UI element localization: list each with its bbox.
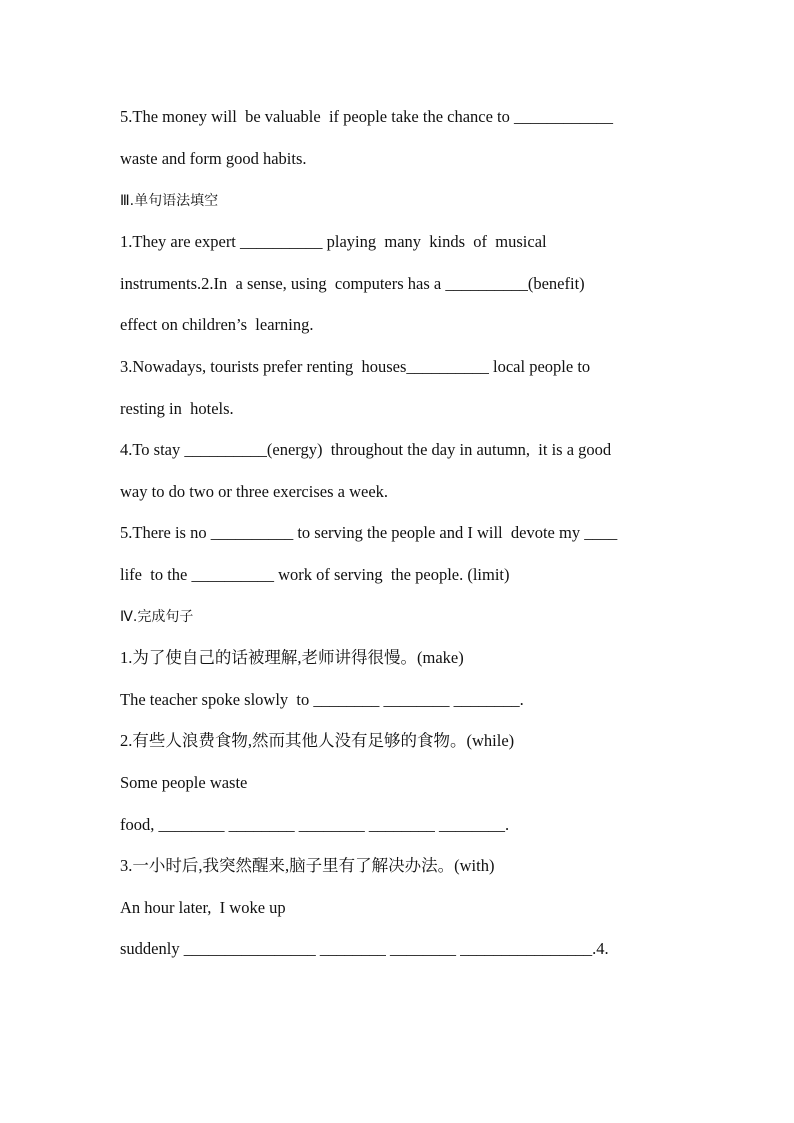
exercise-line: An hour later, I woke up [120, 898, 286, 917]
exercise-line: 1.为了使自己的话被理解,老师讲得很慢。(make) [120, 648, 464, 667]
exercise-line: 3.一小时后,我突然醒来,脑子里有了解决办法。(with) [120, 856, 495, 875]
exercise-line: 2.有些人浪费食物,然而其他人没有足够的食物。(while) [120, 731, 515, 750]
exercise-line: instruments.2.In a sense, using computers has a __________(benefit) [120, 274, 585, 293]
exercise-line: suddenly ________________ ________ ________ ________________.4. [120, 939, 609, 958]
exercise-line: 4.To stay __________(energy) throughout the day in autumn, it is a good [120, 440, 612, 459]
exercise-line: waste and form good habits. [120, 149, 307, 168]
section-heading: Ⅲ.单句语法填空 [120, 193, 219, 209]
exercise-line: The teacher spoke slowly to ________ ________ ________. [120, 690, 524, 709]
exercise-line: 5.There is no __________ to serving the people and I will devote my ____ [120, 523, 618, 542]
exercise-line: effect on children’s learning. [120, 315, 314, 334]
exercise-line: life to the __________ work of serving the people. (limit) [120, 565, 510, 584]
exercise-line: Some people waste [120, 773, 248, 792]
exercise-line: 1.They are expert __________ playing many kinds of musical [120, 232, 547, 251]
exercise-line: food, ________ ________ ________ ________ ________. [120, 815, 510, 834]
exercise-line: 5.The money will be valuable if people take the chance to ____________ [120, 107, 614, 126]
exercise-line: way to do two or three exercises a week. [120, 482, 389, 501]
exercise-line: 3.Nowadays, tourists prefer renting houses__________ local people to [120, 357, 591, 376]
section-heading: Ⅳ.完成句子 [120, 609, 194, 625]
exercise-line: resting in hotels. [120, 399, 234, 418]
